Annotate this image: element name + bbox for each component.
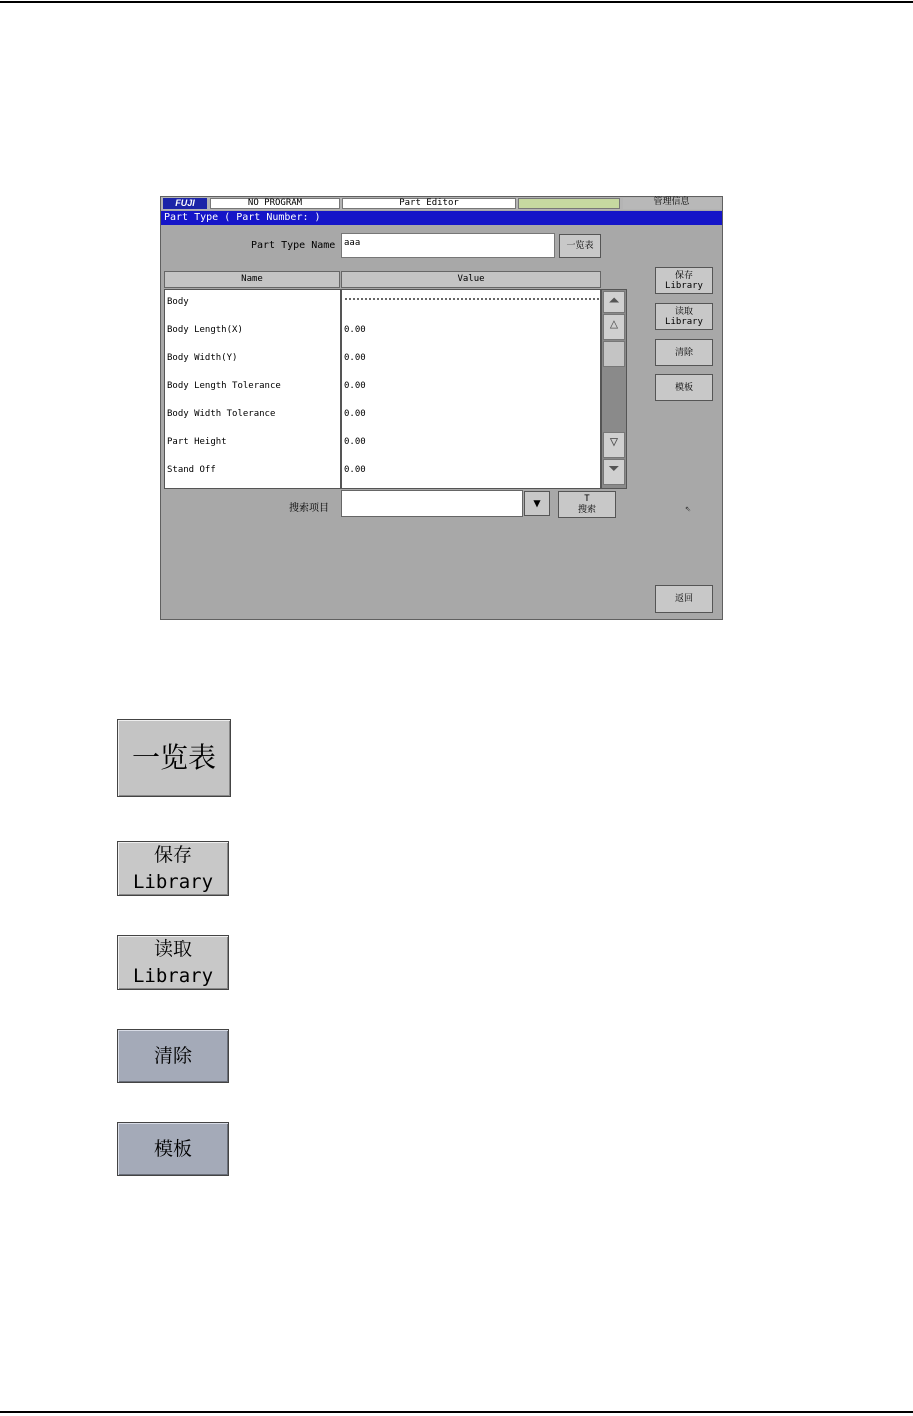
- section-divider: [345, 298, 599, 300]
- template-button[interactable]: 模板: [655, 374, 713, 401]
- search-button-label: 搜索: [577, 505, 596, 515]
- save-legend-line1: 保存: [153, 844, 192, 866]
- table-row-value[interactable]: 0.00: [344, 437, 366, 447]
- template-legend: 模板: [117, 1122, 229, 1176]
- chevron-down-icon[interactable]: ▼: [524, 491, 550, 516]
- clear-button[interactable]: 清除: [655, 339, 713, 366]
- table-row-name[interactable]: Body Width(Y): [167, 353, 238, 363]
- list-button[interactable]: 一览表: [559, 234, 601, 258]
- list-button-legend: 一览表: [117, 719, 231, 797]
- page-down-icon[interactable]: ⏷: [603, 459, 625, 485]
- table-row-name[interactable]: Body Length Tolerance: [167, 381, 281, 391]
- status-indicator: [518, 198, 620, 209]
- table-row-value[interactable]: 0.00: [344, 381, 366, 391]
- column-header-name: Name: [164, 271, 340, 288]
- part-editor-screen: [160, 196, 723, 620]
- save-legend-line2: Library: [132, 871, 214, 893]
- table-row-value[interactable]: 0.00: [344, 409, 366, 419]
- header-bar: [161, 197, 722, 210]
- window-title: Part Type ( Part Number: ): [161, 211, 722, 225]
- search-button[interactable]: [558, 491, 616, 518]
- load-legend-line2: Library: [132, 965, 214, 987]
- table-row-value[interactable]: 0.00: [344, 353, 366, 363]
- clear-legend: 清除: [117, 1029, 229, 1083]
- scroll-thumb[interactable]: [603, 341, 625, 367]
- load-library-legend: [117, 935, 229, 990]
- mouse-cursor-icon: ⇖: [685, 503, 692, 514]
- part-type-name-input[interactable]: aaa: [341, 233, 555, 258]
- top-rule: [0, 1, 913, 3]
- column-divider: [340, 290, 342, 488]
- table-row-value[interactable]: 0.00: [344, 325, 366, 335]
- table-row-name[interactable]: Body: [167, 297, 189, 307]
- load-library-button[interactable]: 读取 Library: [655, 303, 713, 330]
- bottom-rule: [0, 1411, 913, 1413]
- table-row-name[interactable]: Body Width Tolerance: [167, 409, 276, 419]
- table-scrollbar[interactable]: [601, 289, 627, 489]
- table-row-name[interactable]: Part Height: [167, 437, 227, 447]
- part-type-name-label: Part Type Name: [251, 240, 336, 251]
- parameter-table: [164, 289, 601, 489]
- page-up-icon[interactable]: ⏶: [603, 291, 625, 313]
- scroll-down-icon[interactable]: ▽: [603, 432, 625, 458]
- back-button[interactable]: 返回: [655, 585, 713, 613]
- program-name: NO PROGRAM: [210, 198, 340, 209]
- search-button-arrow: T: [584, 494, 590, 504]
- fuji-logo: FUJI: [163, 198, 207, 209]
- table-row-name[interactable]: Stand Off: [167, 465, 216, 475]
- load-legend-line1: 读取: [153, 938, 192, 960]
- save-library-legend: [117, 841, 229, 896]
- table-row-name[interactable]: Body Length(X): [167, 325, 243, 335]
- save-library-button[interactable]: 保存 Library: [655, 267, 713, 294]
- column-header-value: Value: [341, 271, 601, 288]
- table-row-value[interactable]: 0.00: [344, 465, 366, 475]
- management-info-button[interactable]: 管理信息: [623, 198, 720, 209]
- search-item-select[interactable]: [341, 490, 523, 517]
- scroll-up-icon[interactable]: △: [603, 314, 625, 340]
- screen-name: Part Editor: [342, 198, 516, 209]
- search-item-label: 搜索项目: [289, 503, 329, 514]
